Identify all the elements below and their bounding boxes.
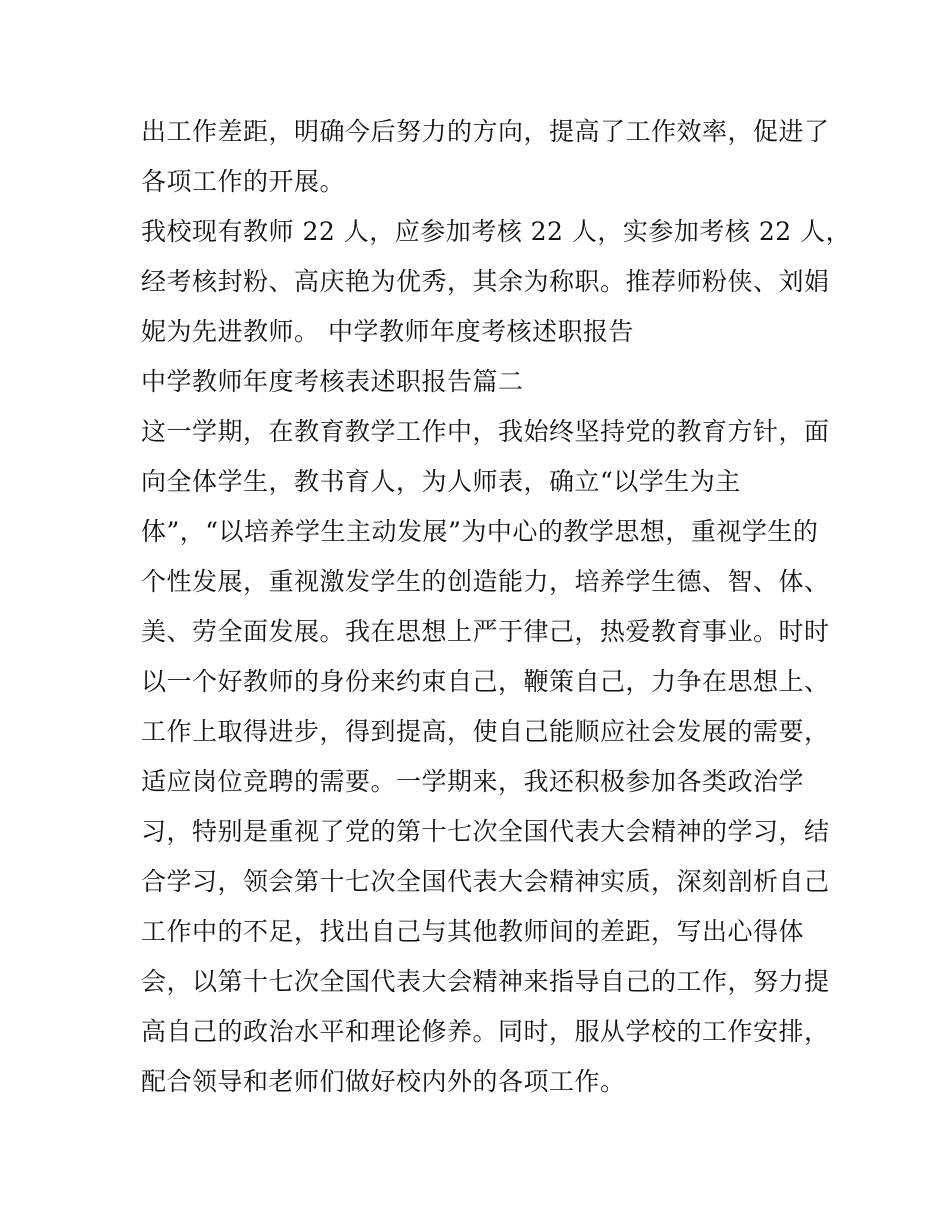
text-line: 适应岗位竞聘的需要。一学期来，我还积极参加各类政治学: [141, 767, 805, 796]
text-line: 高自己的政治水平和理论修养。同时，服从学校的工作安排，: [141, 1017, 830, 1046]
text-line: 个性发展，重视激发学生的创造能力，培养学生德、智、体、: [141, 567, 830, 596]
text-line: 经考核封粉、高庆艳为优秀，其余为称职。推荐师粉侠、刘娟: [141, 267, 830, 296]
text-line: 工作上取得进步，得到提高，使自己能顺应社会发展的需要，: [141, 717, 830, 746]
text-line: 配合领导和老师们做好校内外的各项工作。: [141, 1067, 626, 1096]
text-line: 各项工作的开展。: [141, 167, 346, 196]
text-line: 妮为先进教师。 中学教师年度考核述职报告: [141, 317, 634, 346]
text-line: 以一个好教师的身份来约束自己，鞭策自己，力争在思想上、: [141, 667, 830, 696]
text-line: 工作中的不足，找出自己与其他教师间的差距，写出心得体: [141, 917, 805, 946]
text-line: 会，以第十七次全国代表大会精神来指导自己的工作，努力提: [141, 967, 830, 996]
section-heading: 中学教师年度考核表述职报告篇二: [141, 367, 524, 396]
text-line: 合学习，领会第十七次全国代表大会精神实质，深刻剖析自己: [141, 867, 830, 896]
text-line: 体”，“以培养学生主动发展”为中心的教学思想，重视学生的: [141, 517, 819, 546]
text-line: 这一学期，在教育教学工作中，我始终坚持党的教育方针，面: [141, 417, 830, 446]
text-line: 我校现有教师 22 人，应参加考核 22 人，实参加考核 22 人，: [141, 217, 852, 246]
text-line: 向全体学生，教书育人，为人师表，确立“以学生为主: [141, 467, 741, 496]
text-line: 美、劳全面发展。我在思想上严于律己，热爱教育事业。时时: [141, 617, 830, 646]
text-line: 习，特别是重视了党的第十七次全国代表大会精神的学习，结: [141, 817, 830, 846]
text-line: 出工作差距，明确今后努力的方向，提高了工作效率，促进了: [141, 117, 830, 146]
